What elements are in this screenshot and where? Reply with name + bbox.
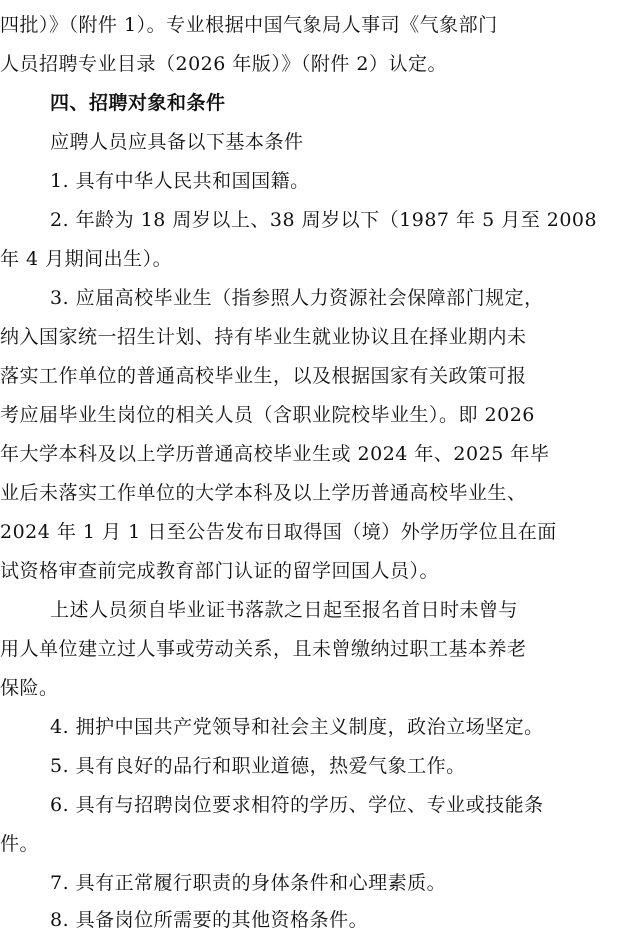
list-item: 4. 拥护中国共产党领导和社会主义制度，政治立场坚定。 bbox=[50, 716, 544, 738]
text-line: 年大学本科及以上学历普通高校毕业生或 2024 年、2025 年毕 bbox=[0, 443, 550, 465]
text-line: 用人单位建立过人事或劳动关系，且未曾缴纳过职工基本养老 bbox=[0, 638, 527, 660]
text-line: 年 4 月期间出生）。 bbox=[0, 248, 173, 270]
text-line: 纳入国家统一招生计划、持有毕业生就业协议且在择业期内未 bbox=[0, 326, 527, 348]
text-line: 应聘人员应具备以下基本条件 bbox=[50, 131, 304, 153]
text-line: 保险。 bbox=[0, 677, 59, 699]
text-line: 四批）》（附件 1）。专业根据中国气象局人事司《气象部门 bbox=[0, 14, 498, 36]
list-item: 3. 应届高校毕业生（指参照人力资源社会保障部门规定， bbox=[50, 287, 544, 309]
list-item: 6. 具有与招聘岗位要求相符的学历、学位、专业或技能条 bbox=[50, 794, 544, 816]
section-heading: 四、招聘对象和条件 bbox=[50, 92, 226, 114]
list-item: 1. 具有中华人民共和国国籍。 bbox=[50, 170, 310, 192]
text-line: 件。 bbox=[0, 833, 40, 855]
text-line: 考应届毕业生岗位的相关人员（含职业院校毕业生）。即 2026 bbox=[0, 404, 535, 426]
list-item: 7. 具有正常履行职责的身体条件和心理素质。 bbox=[50, 872, 447, 894]
list-item: 8. 具备岗位所需要的其他资格条件。 bbox=[50, 909, 369, 931]
text-line: 2024 年 1 月 1 日至公告发布日取得国（境）外学历学位且在面 bbox=[0, 521, 557, 543]
list-item: 5. 具有良好的品行和职业道德，热爱气象工作。 bbox=[50, 755, 466, 777]
text-line: 人员招聘专业目录（2026 年版）》（附件 2）认定。 bbox=[0, 53, 448, 75]
text-line: 上述人员须自毕业证书落款之日起至报名首日时未曾与 bbox=[50, 599, 519, 621]
text-line: 试资格审查前完成教育部门认证的留学回国人员）。 bbox=[0, 560, 440, 582]
list-item: 2. 年龄为 18 周岁以上、38 周岁以下（1987 年 5 月至 2008 bbox=[50, 209, 598, 231]
text-line: 业后未落实工作单位的大学本科及以上学历普通高校毕业生、 bbox=[0, 482, 527, 504]
text-line: 落实工作单位的普通高校毕业生，以及根据国家有关政策可报 bbox=[0, 365, 527, 387]
